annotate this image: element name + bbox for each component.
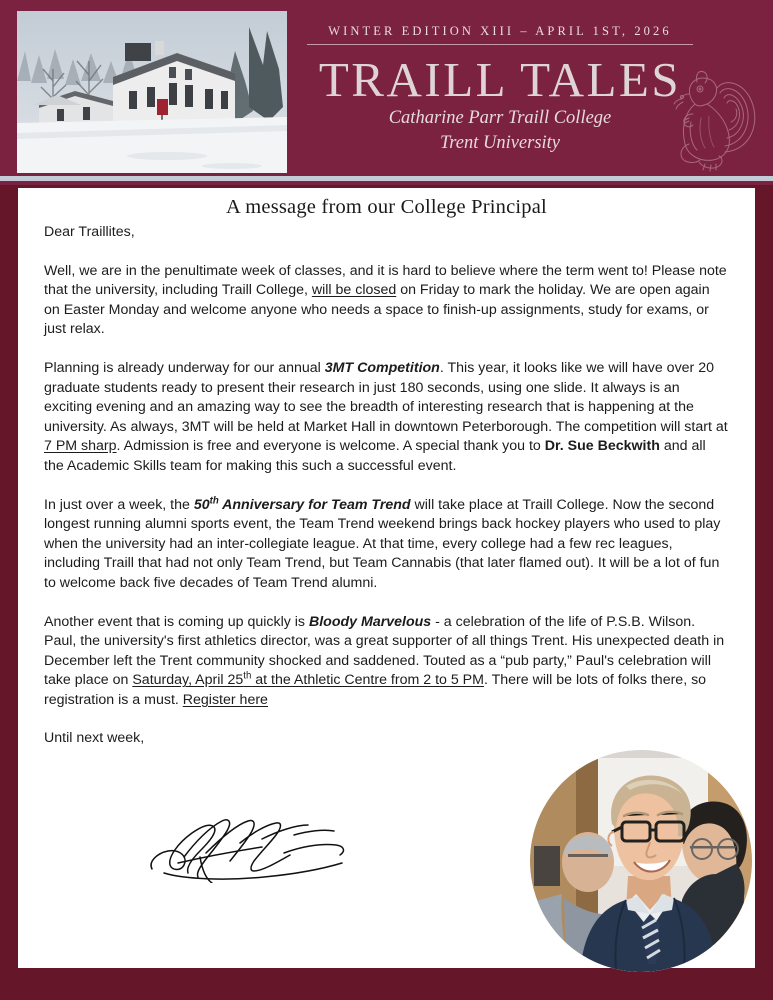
edition-rule: [307, 44, 693, 45]
para4-event-name: Bloody Marvelous: [308, 613, 432, 630]
college-name: Catharine Parr Traill College: [388, 108, 612, 129]
paragraph-3mt-competition: [44, 359, 729, 477]
newsletter-title: TRAILL TALES: [318, 52, 682, 107]
para2-event-name: 3MT Competition: [324, 359, 440, 376]
paragraph-bloody-marvelous: [44, 613, 729, 711]
closing-line: Until next week,: [44, 730, 145, 747]
header-divider: [0, 176, 773, 185]
para4-underlined-datetime: [132, 672, 484, 688]
para1-text-b: on Friday to mark the holiday. We are open again on Easter Monday and welcome anyone who needs a space to finish-up assignments, study for exams, or just relax.: [44, 282, 710, 338]
para3-event-name: [193, 494, 411, 513]
masthead-text-block: [300, 24, 700, 155]
salutation: Dear Traillites,: [44, 224, 135, 240]
para4-location-time: at the Athletic Centre from 2 to 5 PM: [251, 672, 484, 689]
para1-text-a: Well, we are in the penultimate week of classes, and it is hard to believe where the term went to! Please note that the university, including Traill College,: [44, 262, 727, 299]
page-title: A message from our College Principal: [226, 196, 547, 218]
para2-person-name: Dr. Sue Beckwith: [544, 438, 660, 455]
edition-line: WINTER EDITION XIII – APRIL 1ST, 2026: [328, 24, 672, 38]
para3-event-rest: Anniversary for Team Trend: [218, 496, 411, 513]
para2-text-c: . Admission is free and everyone is welcome. A special thank you to: [116, 438, 545, 455]
para4-date: Saturday, April 25: [132, 672, 244, 689]
squirrel-icon: [655, 52, 765, 177]
traill-college-winter-photo: [17, 11, 287, 173]
para2-text-a: Planning is already underway for our annual: [44, 359, 325, 376]
para3-ordinal-suffix: th: [209, 494, 219, 506]
para4-text-c: . There will be lots of folks there, so registration is a must.: [44, 672, 707, 708]
para1-underlined-closed: will be closed: [311, 282, 397, 299]
paragraph-team-trend: [44, 496, 729, 594]
principal-signature: [144, 813, 364, 883]
letter-body: [44, 223, 729, 749]
masthead-header: [0, 0, 773, 182]
para2-text-b: . This year, it looks like we will have over 20 graduate students ready to present their research in just 180 seconds, using one slide. It always is an exciting evening and an amazing way to see the breadth of interesting research that is happening at the university. As always, 3MT will be held at Market Hall in downtown Peterborough. The competition will start at: [44, 359, 728, 435]
para4-date-suffix: th: [243, 670, 252, 682]
para2-underlined-time: 7 PM sharp: [44, 438, 117, 455]
para4-text-a: Another event that is coming up quickly is: [44, 613, 309, 630]
university-name: Trent University: [439, 133, 561, 153]
para4-text-b: - a celebration of the life of P.S.B. Wilson. Paul, the university's first athletics director, was a great supporter of all things Trent. His unexpected death in December left the Trent community shocked and saddened. Touted as a “pub party,” Paul's celebration will take place on: [44, 613, 725, 689]
para2-text-d: and all the Academic Skills team for making this such a successful event.: [44, 438, 706, 474]
paragraph-closure-notice: [44, 262, 729, 340]
college-principal-portrait: [530, 750, 752, 972]
register-here-link[interactable]: Register here: [182, 691, 268, 708]
para3-text-b: will take place at Traill College. Now the second longest running alumni sports event, the Team Trend weekend brings back hockey players who used to play when the university had an inter-collegiate league. At that time, every college had a few rec leagues, including Traill that had not only Team Trend, but Team Cannabis (that later flamed out). It will be a lot of fun to welcome back five decades of Team Trend alumni.: [44, 496, 721, 591]
para3-ordinal-number: 50: [193, 496, 210, 513]
para3-text-a: In just over a week, the: [44, 496, 194, 513]
